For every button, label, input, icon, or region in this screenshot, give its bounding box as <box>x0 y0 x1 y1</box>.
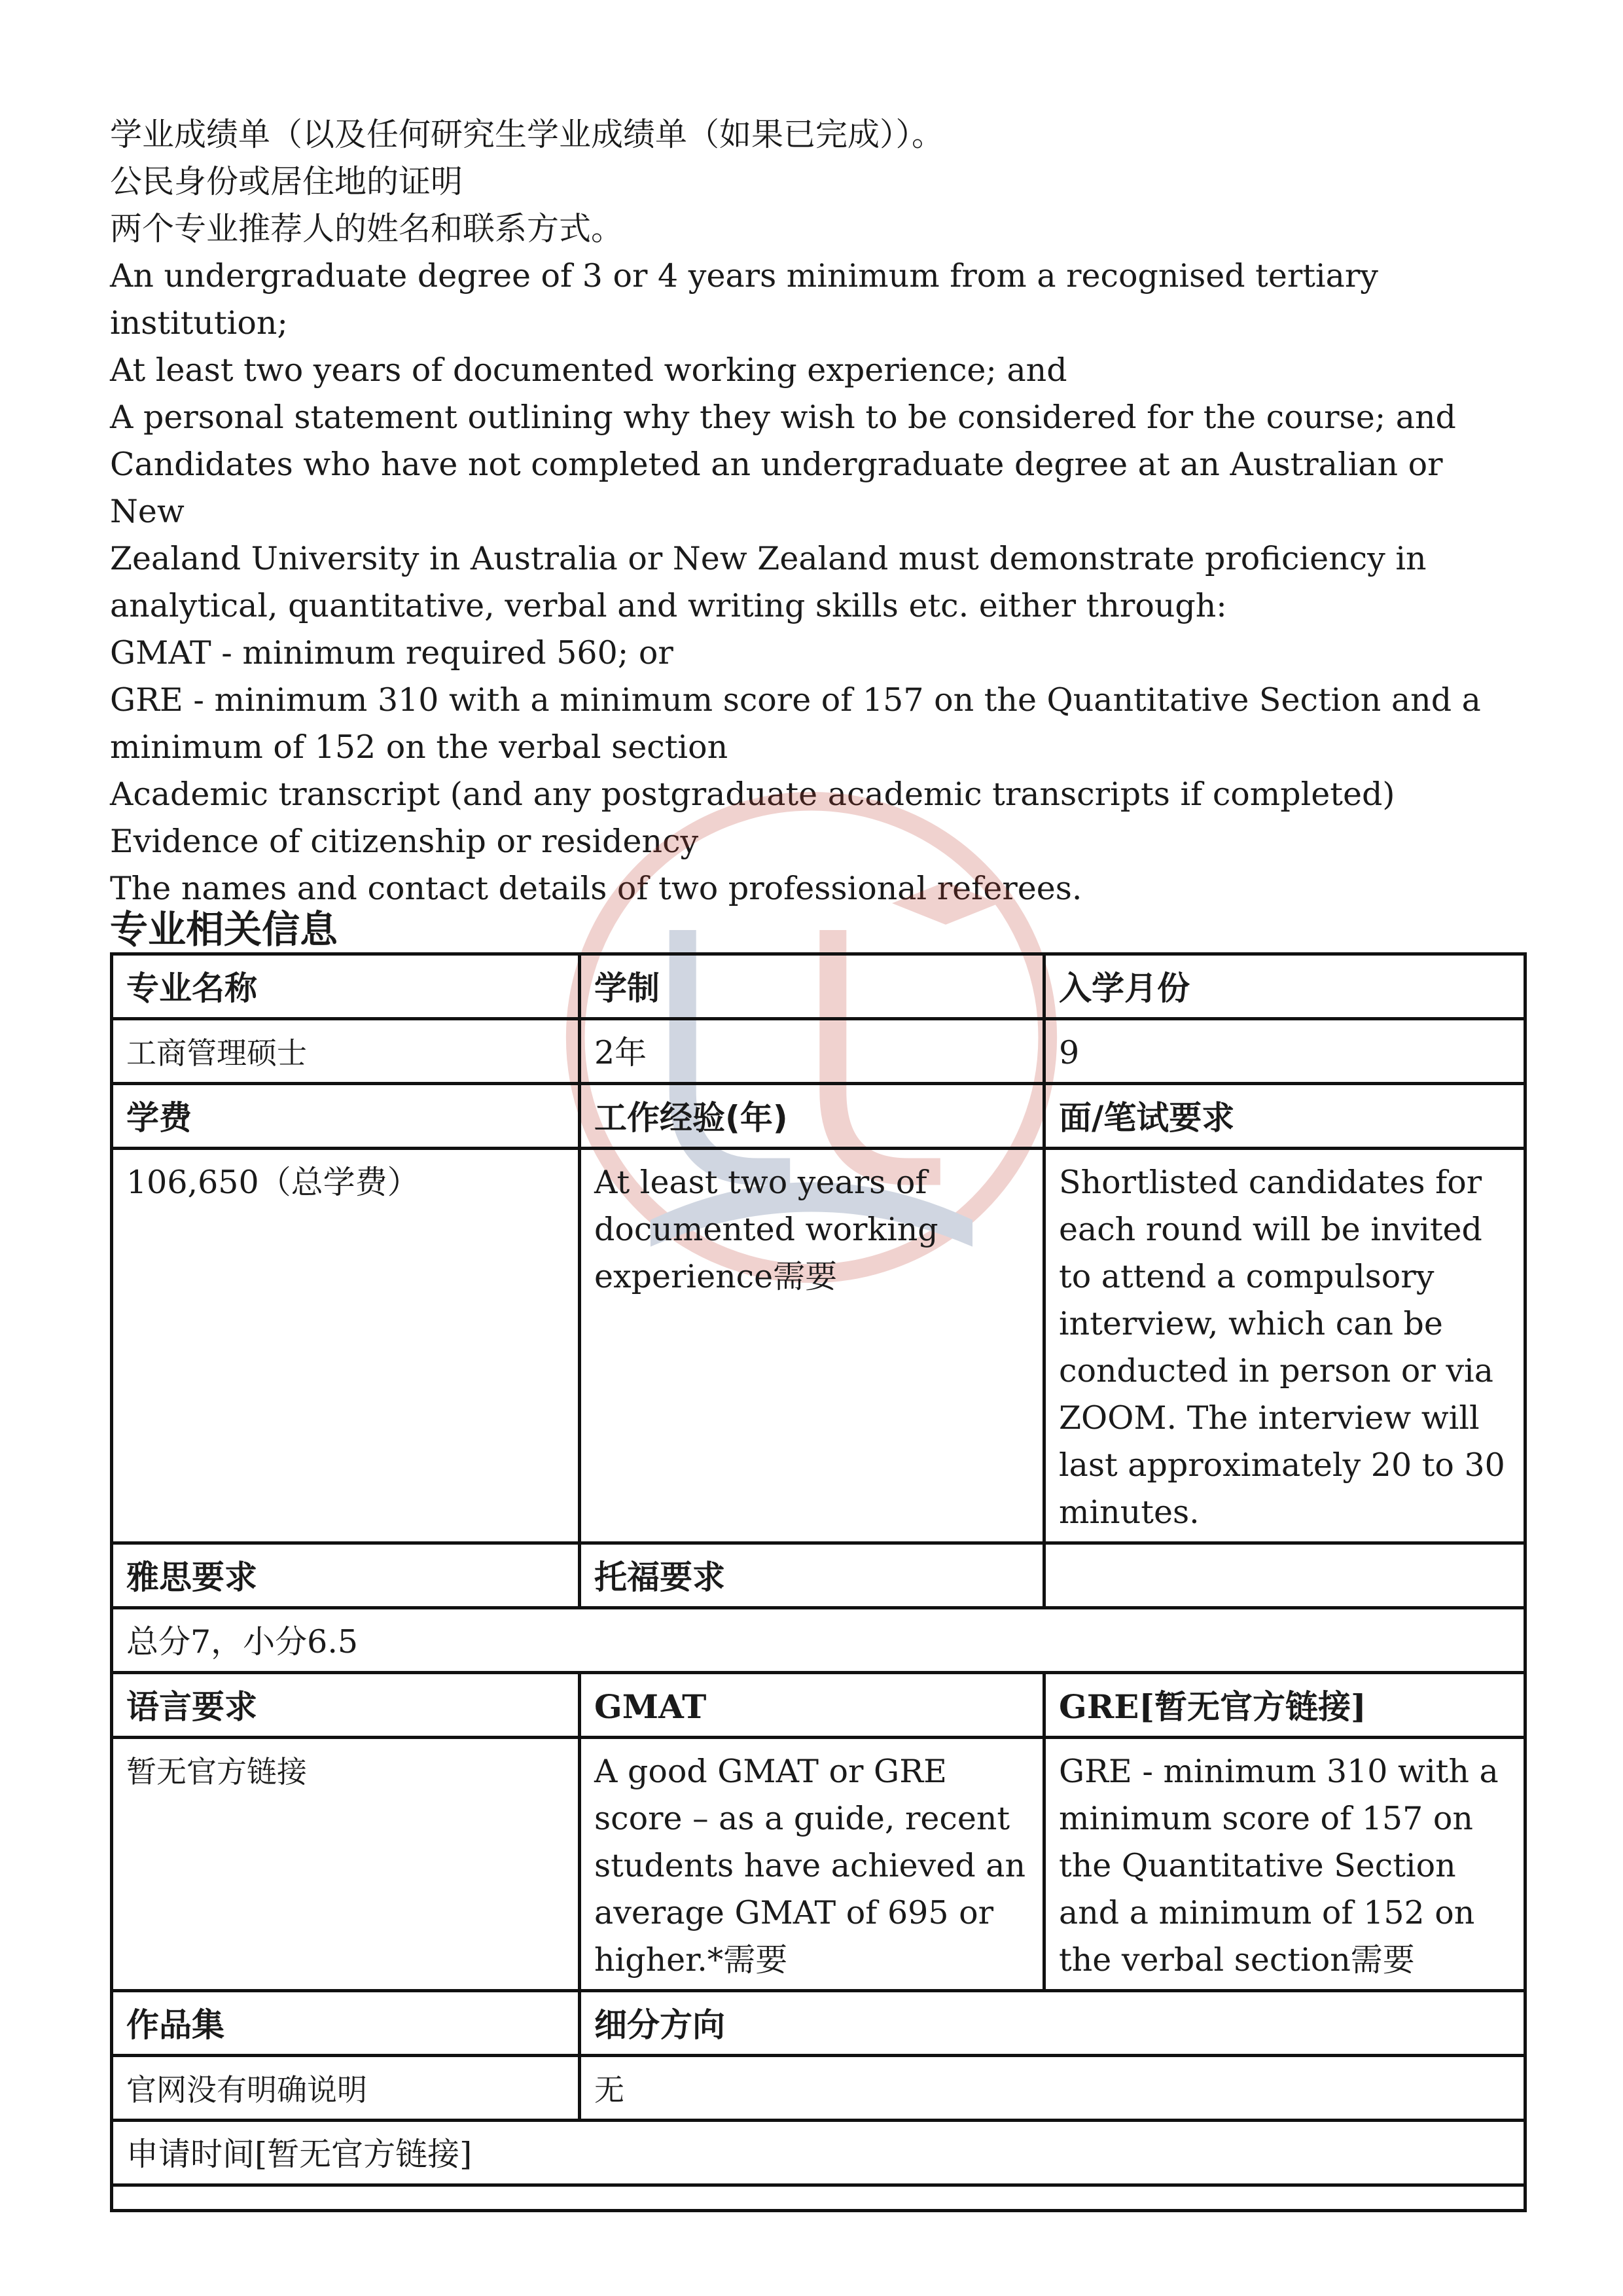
table-row-empty <box>112 2185 1525 2211</box>
table-row <box>112 954 1525 1019</box>
table-row <box>112 1673 1525 1738</box>
requirement-line: An undergraduate degree of 3 or 4 years minimum from a recognised tertiary institution; <box>110 257 1378 342</box>
requirement-line: Academic transcript (and any postgraduate academic transcripts if completed) <box>110 776 1395 813</box>
program-info-table <box>110 952 1527 2212</box>
requirement-line: A personal statement outlining why they wish to be considered for the course; and <box>110 399 1456 436</box>
header-intake: 入学月份 <box>1044 954 1525 1019</box>
table-row <box>112 2121 1525 2185</box>
gre-value: GRE - minimum 310 with a minimum score of 157 on the Quantitative Section and a minimum of 152 on the verbal section需要 <box>1044 1738 1525 1991</box>
header-work-experience: 工作经验(年) <box>580 1084 1044 1149</box>
requirement-line: 两个专业推荐人的姓名和联系方式。 <box>110 210 624 247</box>
duration-value: 2年 <box>580 1019 1044 1084</box>
header-gmat: GMAT <box>580 1673 1044 1738</box>
table-row <box>112 1738 1525 1991</box>
requirement-line: Zealand University in Australia or New Zealand must demonstrate proficiency in <box>110 540 1427 577</box>
requirement-line: Candidates who have not completed an undergraduate degree at an Australian or New <box>110 446 1443 530</box>
requirement-line: 学业成绩单（以及任何研究生学业成绩单（如果已完成））。 <box>110 116 944 153</box>
application-time-value: 申请时间[暂无官方链接] <box>112 2121 1525 2185</box>
requirement-line: GMAT - minimum required 560; or <box>110 634 673 672</box>
header-interview: 面/笔试要求 <box>1044 1084 1525 1149</box>
program-name-value: 工商管理硕士 <box>112 1019 580 1084</box>
header-duration: 学制 <box>580 954 1044 1019</box>
specialization-value: 无 <box>580 2056 1525 2121</box>
language-value: 暂无官方链接 <box>112 1738 580 1991</box>
table-row <box>112 1149 1525 1543</box>
document-page <box>110 111 1524 2173</box>
requirement-line: The names and contact details of two professional referees. <box>110 870 1082 907</box>
intake-value: 9 <box>1044 1019 1525 1084</box>
gmat-value: A good GMAT or GRE score – as a guide, recent students have achieved an average GMAT of 695 or higher.*需要 <box>580 1738 1044 1991</box>
empty-cell <box>1044 1543 1525 1608</box>
requirement-line: Evidence of citizenship or residency <box>110 823 699 860</box>
table-row <box>112 1019 1525 1084</box>
header-language: 语言要求 <box>112 1673 580 1738</box>
header-tuition: 学费 <box>112 1084 580 1149</box>
header-program-name: 专业名称 <box>112 954 580 1019</box>
table-row <box>112 2056 1525 2121</box>
header-ielts: 雅思要求 <box>112 1543 580 1608</box>
tuition-value: 106,650（总学费） <box>112 1149 580 1543</box>
interview-value: Shortlisted candidates for each round will be invited to attend a compulsory interview, which can be conducted in person or via ZOOM. The interview will last approximately 20 to 30 minutes. <box>1044 1149 1525 1543</box>
table-row <box>112 1084 1525 1149</box>
requirement-line: analytical, quantitative, verbal and writing skills etc. either through: <box>110 587 1227 624</box>
header-toefl: 托福要求 <box>580 1543 1044 1608</box>
ielts-value: 总分7，小分6.5 <box>112 1608 1525 1673</box>
header-portfolio: 作品集 <box>112 1991 580 2056</box>
table-row <box>112 1608 1525 1673</box>
requirement-line: minimum of 152 on the verbal section <box>110 728 728 766</box>
requirement-line: GRE - minimum 310 with a minimum score of 157 on the Quantitative Section and a <box>110 681 1481 719</box>
requirement-line: At least two years of documented working experience; and <box>110 351 1067 389</box>
section-title: 专业相关信息 <box>110 907 338 952</box>
table-row <box>112 1543 1525 1608</box>
portfolio-value: 官网没有明确说明 <box>112 2056 580 2121</box>
work-experience-value: At least two years of documented working experience需要 <box>580 1149 1044 1543</box>
header-specialization: 细分方向 <box>580 1991 1525 2056</box>
requirement-line: 公民身份或居住地的证明 <box>110 163 463 200</box>
empty-cell <box>112 2185 1525 2211</box>
table-row <box>112 1991 1525 2056</box>
header-gre: GRE[暂无官方链接] <box>1044 1673 1525 1738</box>
